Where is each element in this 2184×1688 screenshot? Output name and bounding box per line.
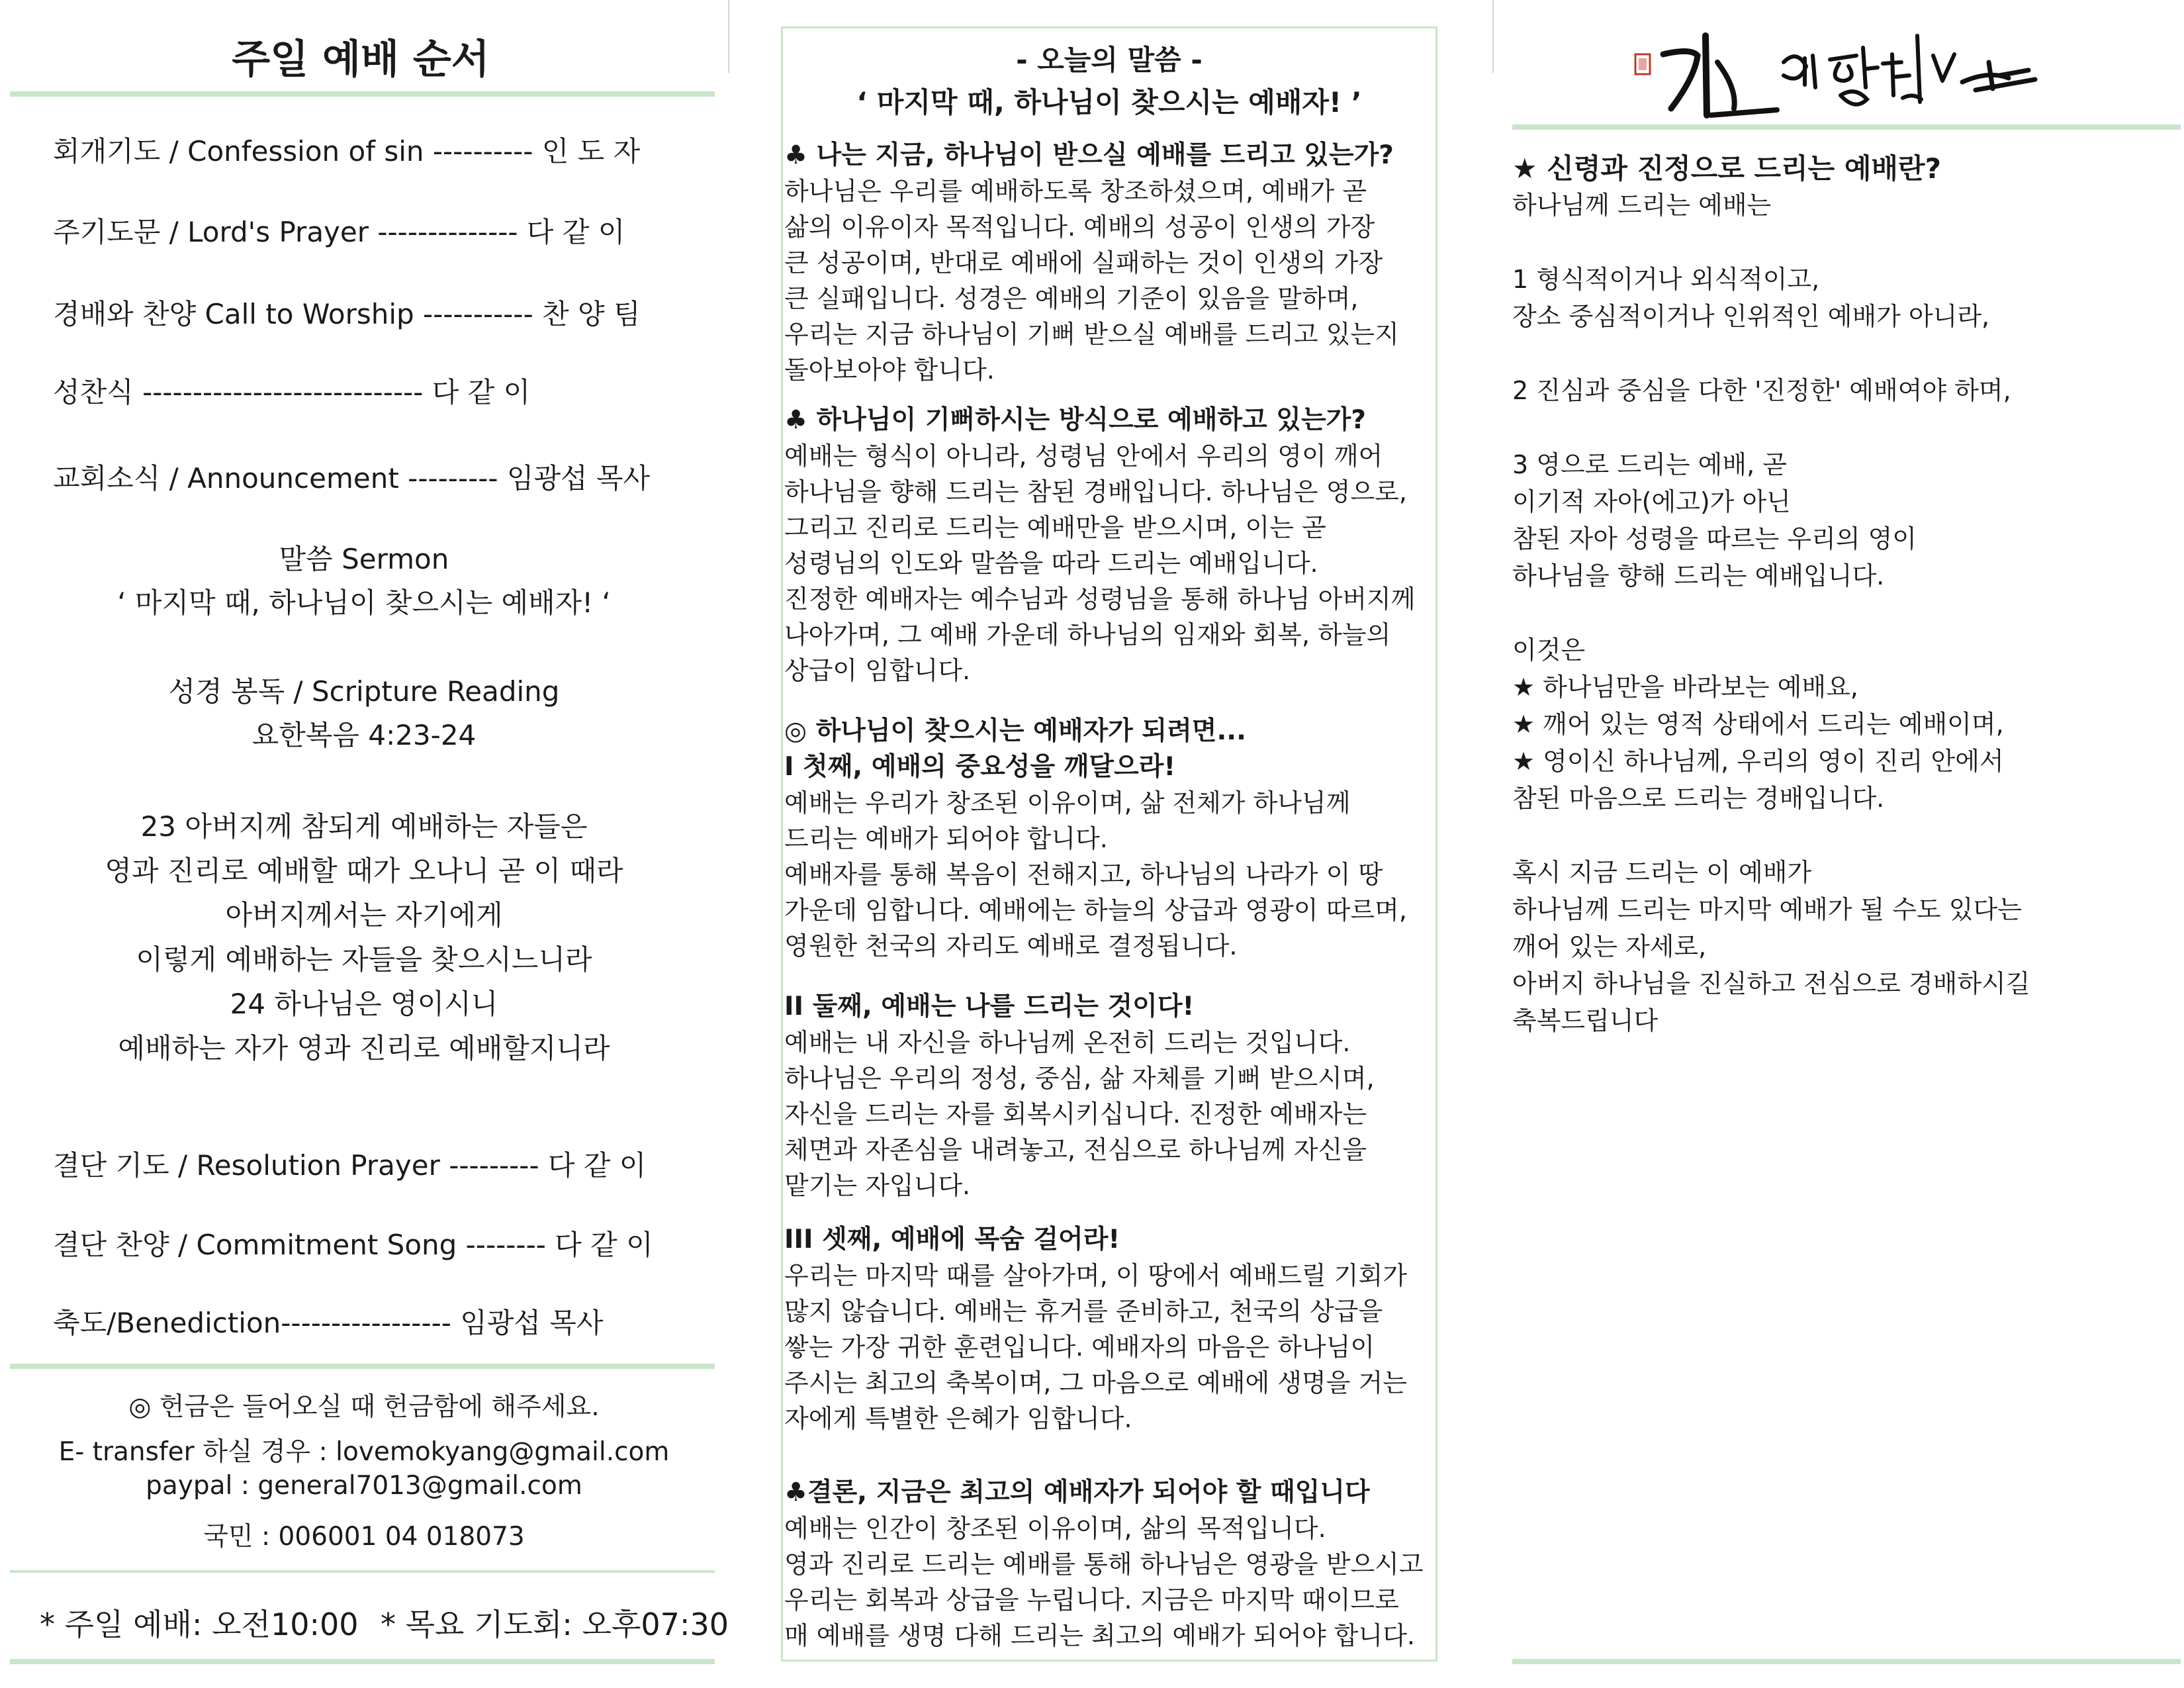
section-line: 하나님을 향해 드리는 참된 경배입니다. 하나님은 영으로, [784, 477, 1407, 506]
section-line: 진정한 예배자는 예수님과 성령님을 통해 하나님 아버지께 [784, 585, 1416, 614]
right-bottom-divider [1512, 1659, 2181, 1664]
section-line: 우리는 회복과 상급을 누립니다. 지금은 마지막 때이므로 [784, 1585, 1399, 1615]
section-line: 하나님은 우리를 예배하도록 창조하셨으며, 예배가 곧 [784, 177, 1367, 206]
body-line: 축복드립니다 [1512, 1006, 1659, 1035]
section-line: 체면과 자존심을 내려놓고, 전심으로 하나님께 자신을 [784, 1135, 1367, 1164]
etransfer-info: E- transfer 하실 경우 : lovemokyang@gmail.com [58, 1437, 670, 1467]
body-line [1512, 224, 2030, 261]
title-divider [10, 91, 715, 97]
sunday-service-time: * 주일 예배: 오전10:00 [40, 1607, 359, 1642]
scripture-reference: 요한복음 4:23-24 [251, 719, 477, 751]
section-line: 영원한 천국의 자리도 예배로 결정됩니다. [784, 931, 1238, 961]
body-line [1512, 409, 2030, 446]
body-line: 아버지 하나님을 진실하고 전심으로 경배하시길 [1512, 969, 2030, 998]
section-line: 드리는 예배가 되어야 합니다. [784, 824, 1108, 853]
section-heading: I 첫째, 예배의 중요성을 깨달으라! [784, 752, 1176, 782]
body-line: ★ 깨어 있는 영적 상태에서 드리는 예배이며, [1512, 710, 2004, 739]
section-heading: ♣ 하나님이 기뻐하시는 방식으로 예배하고 있는가? [784, 405, 1366, 435]
order-item-resolution-prayer: 결단 기도 / Resolution Prayer --------- 다 같 이 [53, 1149, 647, 1182]
body-line: 장소 중심적이거나 인위적인 예배가 아니라, [1512, 302, 1990, 331]
verse-line: 아버지께서는 자기에게 [225, 899, 503, 931]
times-divider [10, 1570, 715, 1573]
section-line: 예배는 인간이 창조된 이유이며, 삶의 목적입니다. [784, 1514, 1326, 1543]
section-heading: III 셋째, 예배에 목숨 걸어라! [784, 1225, 1120, 1254]
body-line: 참된 자아 성령을 따르는 우리의 영이 [1512, 524, 1917, 553]
section-line: 삶의 이유이자 목적입니다. 예배의 성공이 인생의 가장 [784, 212, 1375, 242]
todays-word-header: - 오늘의 말씀 - [1016, 44, 1203, 76]
fold-guide [728, 0, 729, 73]
thursday-prayer-time: * 목요 기도회: 오후07:30 [381, 1607, 729, 1642]
section-line: 큰 성공이며, 반대로 예배에 실패하는 것이 인생의 가장 [784, 248, 1383, 277]
body-line: ★ 영이신 하나님께, 우리의 영이 진리 안에서 [1512, 747, 2004, 776]
order-item-announcement: 교회소식 / Announcement --------- 임광섭 목사 [53, 462, 651, 494]
section-line: 예배는 내 자신을 하나님께 온전히 드리는 것입니다. [784, 1028, 1351, 1057]
section-line: 돌아보아야 합니다. [784, 355, 995, 385]
section-line: 성령님의 인도와 말씀을 따라 드리는 예배입니다. [784, 549, 1318, 578]
body-line: 참된 마음으로 드리는 경배입니다. [1512, 784, 1885, 813]
scripture-label: 성경 봉독 / Scripture Reading [168, 675, 560, 708]
sermon-section [784, 714, 1439, 964]
body-line: 혹시 지금 드리는 이 예배가 [1512, 858, 1812, 887]
order-item-benediction: 축도/Benediction----------------- 임광섭 목사 [53, 1307, 604, 1339]
section-line: 하나님은 우리의 정성, 중심, 삶 자체를 기뻐 받으시며, [784, 1064, 1375, 1093]
paypal-info: paypal : general7013@gmail.com [146, 1471, 582, 1501]
section-line: 가운데 임합니다. 예배에는 하늘의 상급과 영광이 따르며, [784, 896, 1407, 925]
spirit-truth-heading: ★ 신령과 진정으로 드리는 예배란? [1512, 152, 1941, 185]
section-line: 큰 실패입니다. 성경은 예배의 기준이 있음을 말하며, [784, 284, 1359, 313]
offering-divider [10, 1364, 715, 1369]
verse-line: 이렇게 예배하는 자들을 찾으시느니라 [136, 943, 592, 976]
calligraphy-logo [1631, 16, 2055, 122]
worship-order-title: 주일 예배 순서 [232, 36, 490, 83]
verse-line: 예배하는 자가 영과 진리로 예배할지니라 [118, 1032, 610, 1064]
section-line: 상급이 임합니다. [784, 656, 971, 685]
section-line: 주시는 최고의 축복이며, 그 마음으로 예배에 생명을 거는 [784, 1368, 1407, 1397]
sermon-label: 말씀 Sermon [279, 543, 449, 575]
section-line: 나아가며, 그 예배 가운데 하나님의 임재와 회복, 하늘의 [784, 620, 1391, 649]
section-line: 자신을 드리는 자를 회복시키십니다. 진정한 예배자는 [784, 1100, 1367, 1129]
section-line: 우리는 마지막 때를 살아가며, 이 땅에서 예배드릴 기회가 [784, 1261, 1407, 1290]
spirit-truth-body [1512, 187, 2030, 1039]
worship-order-column [0, 0, 728, 1688]
section-line: 그리고 진리로 드리는 예배만을 받으시며, 이는 곧 [784, 513, 1326, 542]
body-line: 이기적 자아(에고)가 아닌 [1512, 487, 1791, 516]
logo-divider [1512, 124, 2181, 130]
section-line: 많지 않습니다. 예배는 휴거를 준비하고, 천국의 상급을 [784, 1297, 1383, 1326]
order-item-commitment-song: 결단 찬양 / Commitment Song -------- 다 같 이 [53, 1229, 653, 1261]
section-line: 예배는 형식이 아니라, 성령님 안에서 우리의 영이 깨어 [784, 442, 1383, 471]
body-line: 하나님께 드리는 마지막 예배가 될 수도 있다는 [1512, 895, 2022, 924]
offering-note: ◎ 헌금은 들어오실 때 헌금함에 해주세요. [128, 1392, 600, 1422]
sermon-section [784, 989, 1439, 1203]
section-heading: ◎ 하나님이 찾으시는 예배자가 되려면... [784, 716, 1246, 746]
body-line: 2 진심과 중심을 다한 '진정한' 예배여야 하며, [1512, 376, 2011, 405]
body-line: 하나님을 향해 드리는 예배입니다. [1512, 561, 1885, 590]
section-line: 영과 진리로 드리는 예배를 통해 하나님은 영광을 받으시고 [784, 1550, 1424, 1579]
sermon-section [784, 1222, 1439, 1436]
body-line [1512, 817, 2030, 854]
section-line: 자에게 특별한 은혜가 임합니다. [784, 1404, 1132, 1433]
verse-line: 23 아버지께 참되게 예배하는 자들은 [140, 810, 588, 843]
body-line: 하나님께 드리는 예배는 [1512, 191, 1772, 220]
section-line: 맡기는 자입니다. [784, 1171, 971, 1200]
sermon-section [784, 138, 1439, 388]
order-item-confession: 회개기도 / Confession of sin ---------- 인 도 자 [53, 135, 641, 167]
body-line: 이것은 [1512, 635, 1586, 665]
section-heading: ♣ 나는 지금, 하나님이 받으실 예배를 드리고 있는가? [784, 140, 1394, 170]
order-item-lords-prayer: 주기도문 / Lord's Prayer -------------- 다 같 이 [53, 216, 625, 248]
section-heading: II 둘째, 예배는 나를 드리는 것이다! [784, 992, 1195, 1021]
verse-line: 영과 진리로 예배할 때가 오나니 곧 이 때라 [105, 855, 623, 887]
sermon-title: ‘ 마지막 때, 하나님이 찾으시는 예배자! ‘ [117, 586, 611, 619]
section-line: 쌓는 가장 귀한 훈련입니다. 예배자의 마음은 하나님이 [784, 1333, 1375, 1362]
body-line: 3 영으로 드리는 예배, 곧 [1512, 450, 1787, 479]
sermon-section [784, 1475, 1439, 1654]
fold-guide [1492, 0, 1494, 73]
section-line: 우리는 지금 하나님이 기뻐 받으실 예배를 드리고 있는지 [784, 320, 1399, 349]
bank-info: 국민 : 006001 04 018073 [203, 1522, 525, 1552]
section-heading: ♣결론, 지금은 최고의 예배자가 되어야 할 때입니다 [784, 1477, 1370, 1507]
verse-line: 24 하나님은 영이시니 [230, 988, 498, 1020]
section-line: 예배자를 통해 복음이 전해지고, 하나님의 나라가 이 땅 [784, 860, 1383, 889]
body-line: 1 형식적이거나 외식적이고, [1512, 265, 1820, 294]
body-line [1512, 335, 2030, 372]
sermon-section [784, 402, 1439, 688]
order-item-communion: 성찬식 ---------------------------- 다 같 이 [53, 376, 531, 408]
section-line: 예배는 우리가 창조된 이유이며, 삶 전체가 하나님께 [784, 788, 1351, 818]
body-line: ★ 하나님만을 바라보는 예배요, [1512, 673, 1858, 702]
body-line [1512, 594, 2030, 632]
body-line: 깨어 있는 자세로, [1512, 932, 1707, 961]
sermon-box-title: ‘ 마지막 때, 하나님이 찾으시는 예배자! ’ [856, 86, 1362, 118]
order-item-call-to-worship: 경배와 찬양 Call to Worship ----------- 찬 양 팀 [53, 298, 641, 330]
bottom-divider [10, 1659, 715, 1664]
section-line: 매 예배를 생명 다해 드리는 최고의 예배가 되어야 합니다. [784, 1621, 1415, 1650]
